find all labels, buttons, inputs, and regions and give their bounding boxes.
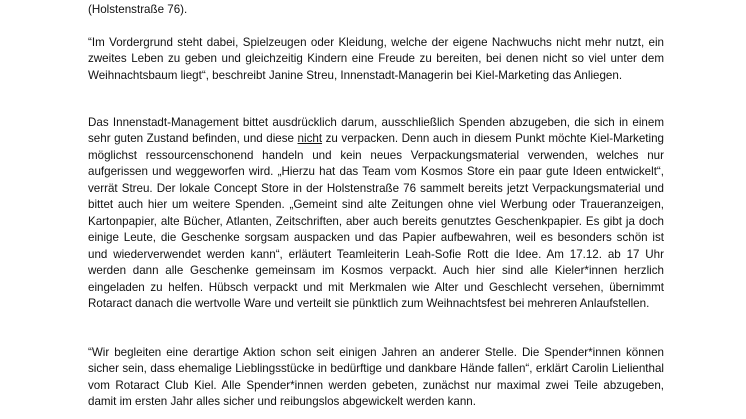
- paragraph-3-text-end: zu verpacken. Denn auch in diesem Punkt möchte Kiel-Marketing möglichst ressourcenschonend handeln und kein neues Verpackungsmaterial verwenden, welches nur aufgerissen und weggeworfen wird. „Hierzu hat das Team vom Kosmos Store ein paar gute Ideen entwickelt“, verrät Streu. Der lokale Concept Store in der Holstenstraße 76 sammelt bereits jetzt Verpackungsmaterial und bittet auch hier um weitere Spenden. „Gemeint sind alte Zeitungen ohne viel Werbung oder Traueranzeigen, Kartonpapier, alte Bücher, Atlanten, Zeitschriften, aber auch bereits genutztes Geschenkpapier. Es gibt ja doch einige Leute, die Geschenke sorgsam auspacken und das Papier aufbewahren, weil es besonders schön ist und wiederverwendet werden kann“, erläutert Teamleiterin Leah-Sofie Rott die Idee. Am 17.12. ab 17 Uhr werden dann alle Geschenke gemeinsam im Kosmos verpackt. Auch hier sind alle Kieler*innen herzlich eingeladen zu helfen. Hübsch verpackt und mit Merkmalen wie Alter und Geschlecht versehen, übernimmt Rotaract danach die wertvolle Ware und verteilt sie pünktlich zum Weihnachtsfest bei mehreren Anlaufstellen.: [88, 132, 664, 310]
- quote-paragraph-rotaract: [88, 345, 664, 411]
- main-paragraph-donations: [88, 115, 664, 312]
- address-paragraph: [88, 2, 664, 18]
- quote-text-rotaract: “Wir begleiten eine derartige Aktion schon seit einigen Jahren an anderer Stelle. Die Spender*innen können sicher sein, dass ehemalige Lieblingsstücke in bedürftige und dankbare Hände fallen“, erklärt Carolin Lielienthal vom Rotaract Club Kiel. Alle Spender*innen werden gebeten, zunächst nur maximal zwei Teile abzugeben, damit im ersten Jahr alles sicher und reibungslos abgewickelt werden kann.: [88, 346, 664, 409]
- address-text: (Holstenstraße 76).: [88, 3, 188, 16]
- emphasized-nicht: nicht: [297, 132, 323, 146]
- quote-text-streu: “Im Vordergrund steht dabei, Spielzeugen oder Kleidung, welche der eigene Nachwuchs nicht mehr nutzt, ein zweites Leben zu geben und gleichzeitig Kindern eine Freude zu bereiten, bei denen nicht so viel unter dem Weihnachtsbaum liegt“, beschreibt Janine Streu, Innenstadt-Managerin bei Kiel-Marketing das Anliegen.: [88, 36, 664, 82]
- paragraph-3-text-start: Das Innenstadt-Management bittet ausdrücklich darum, ausschließlich Spenden abzugeben, die sich in einem sehr guten Zustand befinden, und diese: [88, 116, 664, 146]
- quote-paragraph-streu: [88, 35, 664, 84]
